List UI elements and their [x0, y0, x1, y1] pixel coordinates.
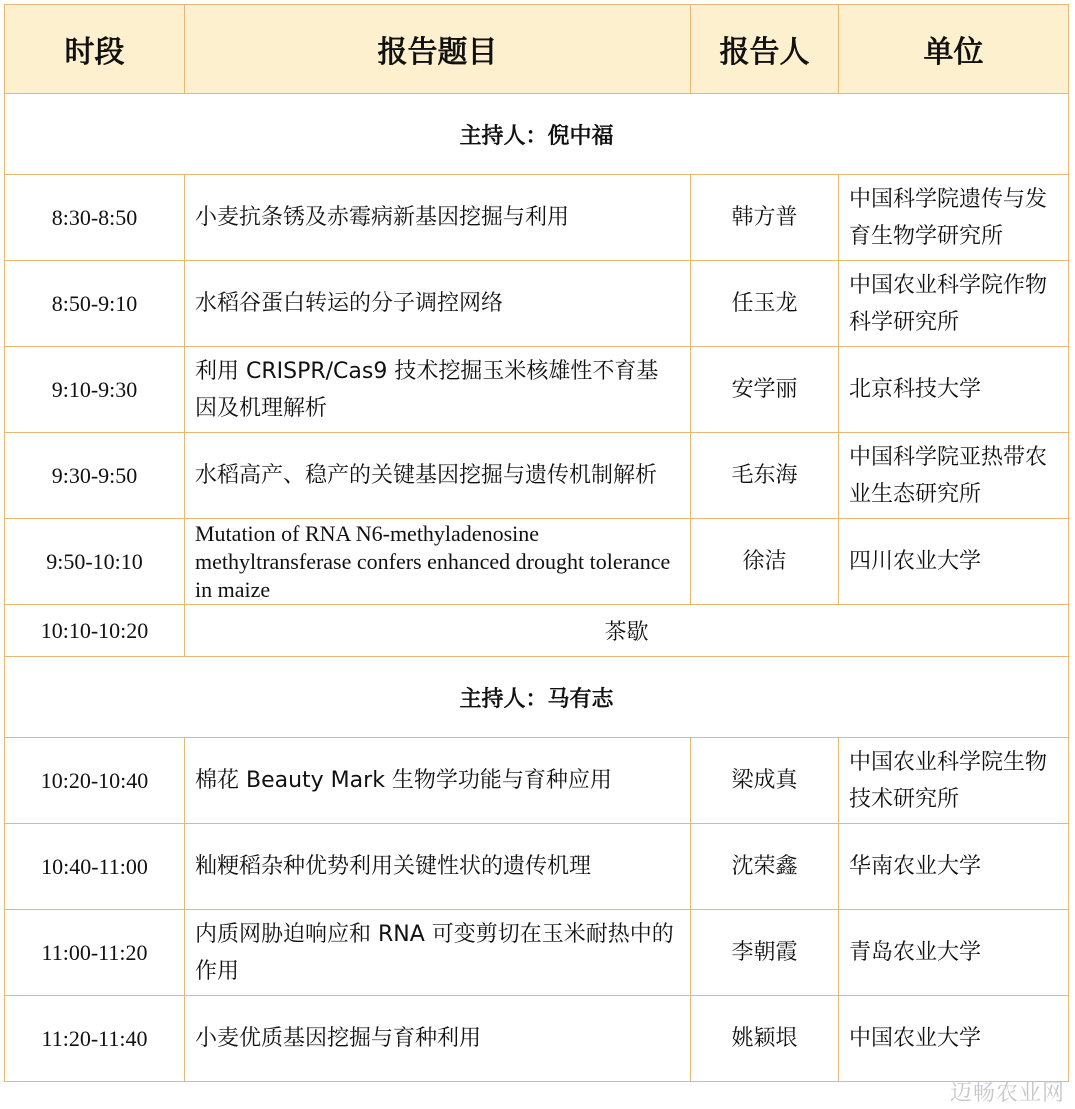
table-row	[5, 910, 1069, 996]
title-cell: 利用 CRISPR/Cas9 技术挖掘玉米核雄性不育基因及机理解析	[185, 347, 691, 433]
session-host-row	[5, 657, 1069, 738]
table-row	[5, 261, 1069, 347]
title-cell: 棉花 Beauty Mark 生物学功能与育种应用	[185, 738, 691, 824]
header-row	[5, 5, 1069, 94]
table-row	[5, 996, 1069, 1082]
title-cell: 小麦优质基因挖掘与育种利用	[185, 996, 691, 1082]
break-label: 茶歇	[185, 605, 1069, 657]
time-cell: 8:50-9:10	[5, 261, 185, 347]
break-time: 10:10-10:20	[5, 605, 185, 657]
watermark: 迈畅农业网	[949, 1081, 1065, 1106]
session-host: 主持人：倪中福	[5, 94, 1069, 175]
header-unit: 单位	[839, 5, 1069, 94]
speaker-cell: 任玉龙	[691, 261, 839, 347]
schedule-table	[4, 4, 1069, 1082]
unit-cell: 四川农业大学	[839, 519, 1069, 605]
unit-cell: 中国农业大学	[839, 996, 1069, 1082]
title-cell: 水稻高产、稳产的关键基因挖掘与遗传机制解析	[185, 433, 691, 519]
unit-cell: 中国科学院遗传与发育生物学研究所	[839, 175, 1069, 261]
time-cell: 9:30-9:50	[5, 433, 185, 519]
speaker-cell: 毛东海	[691, 433, 839, 519]
time-cell: 9:50-10:10	[5, 519, 185, 605]
speaker-cell: 韩方普	[691, 175, 839, 261]
break-row	[5, 605, 1069, 657]
table-row	[5, 175, 1069, 261]
unit-cell: 华南农业大学	[839, 824, 1069, 910]
time-cell: 11:20-11:40	[5, 996, 185, 1082]
table-row	[5, 738, 1069, 824]
title-cell: 小麦抗条锈及赤霉病新基因挖掘与利用	[185, 175, 691, 261]
time-cell: 11:00-11:20	[5, 910, 185, 996]
unit-cell: 中国农业科学院生物技术研究所	[839, 738, 1069, 824]
unit-cell: 中国农业科学院作物科学研究所	[839, 261, 1069, 347]
speaker-cell: 沈荣鑫	[691, 824, 839, 910]
header-title: 报告题目	[185, 5, 691, 94]
time-cell: 8:30-8:50	[5, 175, 185, 261]
title-cell: 内质网胁迫响应和 RNA 可变剪切在玉米耐热中的作用	[185, 910, 691, 996]
speaker-cell: 徐洁	[691, 519, 839, 605]
speaker-cell: 梁成真	[691, 738, 839, 824]
table-row	[5, 347, 1069, 433]
time-cell: 10:20-10:40	[5, 738, 185, 824]
unit-cell: 北京科技大学	[839, 347, 1069, 433]
unit-cell: 青岛农业大学	[839, 910, 1069, 996]
speaker-cell: 姚颖垠	[691, 996, 839, 1082]
table-row	[5, 519, 1069, 605]
header-speaker: 报告人	[691, 5, 839, 94]
time-cell: 9:10-9:30	[5, 347, 185, 433]
title-cell: Mutation of RNA N6-methyladenosine methyltransferase confers enhanced drought tolerance in maize	[185, 519, 691, 605]
session-host-row	[5, 94, 1069, 175]
header-time: 时段	[5, 5, 185, 94]
table-row	[5, 433, 1069, 519]
title-cell: 水稻谷蛋白转运的分子调控网络	[185, 261, 691, 347]
title-cell: 籼粳稻杂种优势利用关键性状的遗传机理	[185, 824, 691, 910]
speaker-cell: 安学丽	[691, 347, 839, 433]
table-row	[5, 824, 1069, 910]
unit-cell: 中国科学院亚热带农业生态研究所	[839, 433, 1069, 519]
time-cell: 10:40-11:00	[5, 824, 185, 910]
speaker-cell: 李朝霞	[691, 910, 839, 996]
session-host: 主持人：马有志	[5, 657, 1069, 738]
